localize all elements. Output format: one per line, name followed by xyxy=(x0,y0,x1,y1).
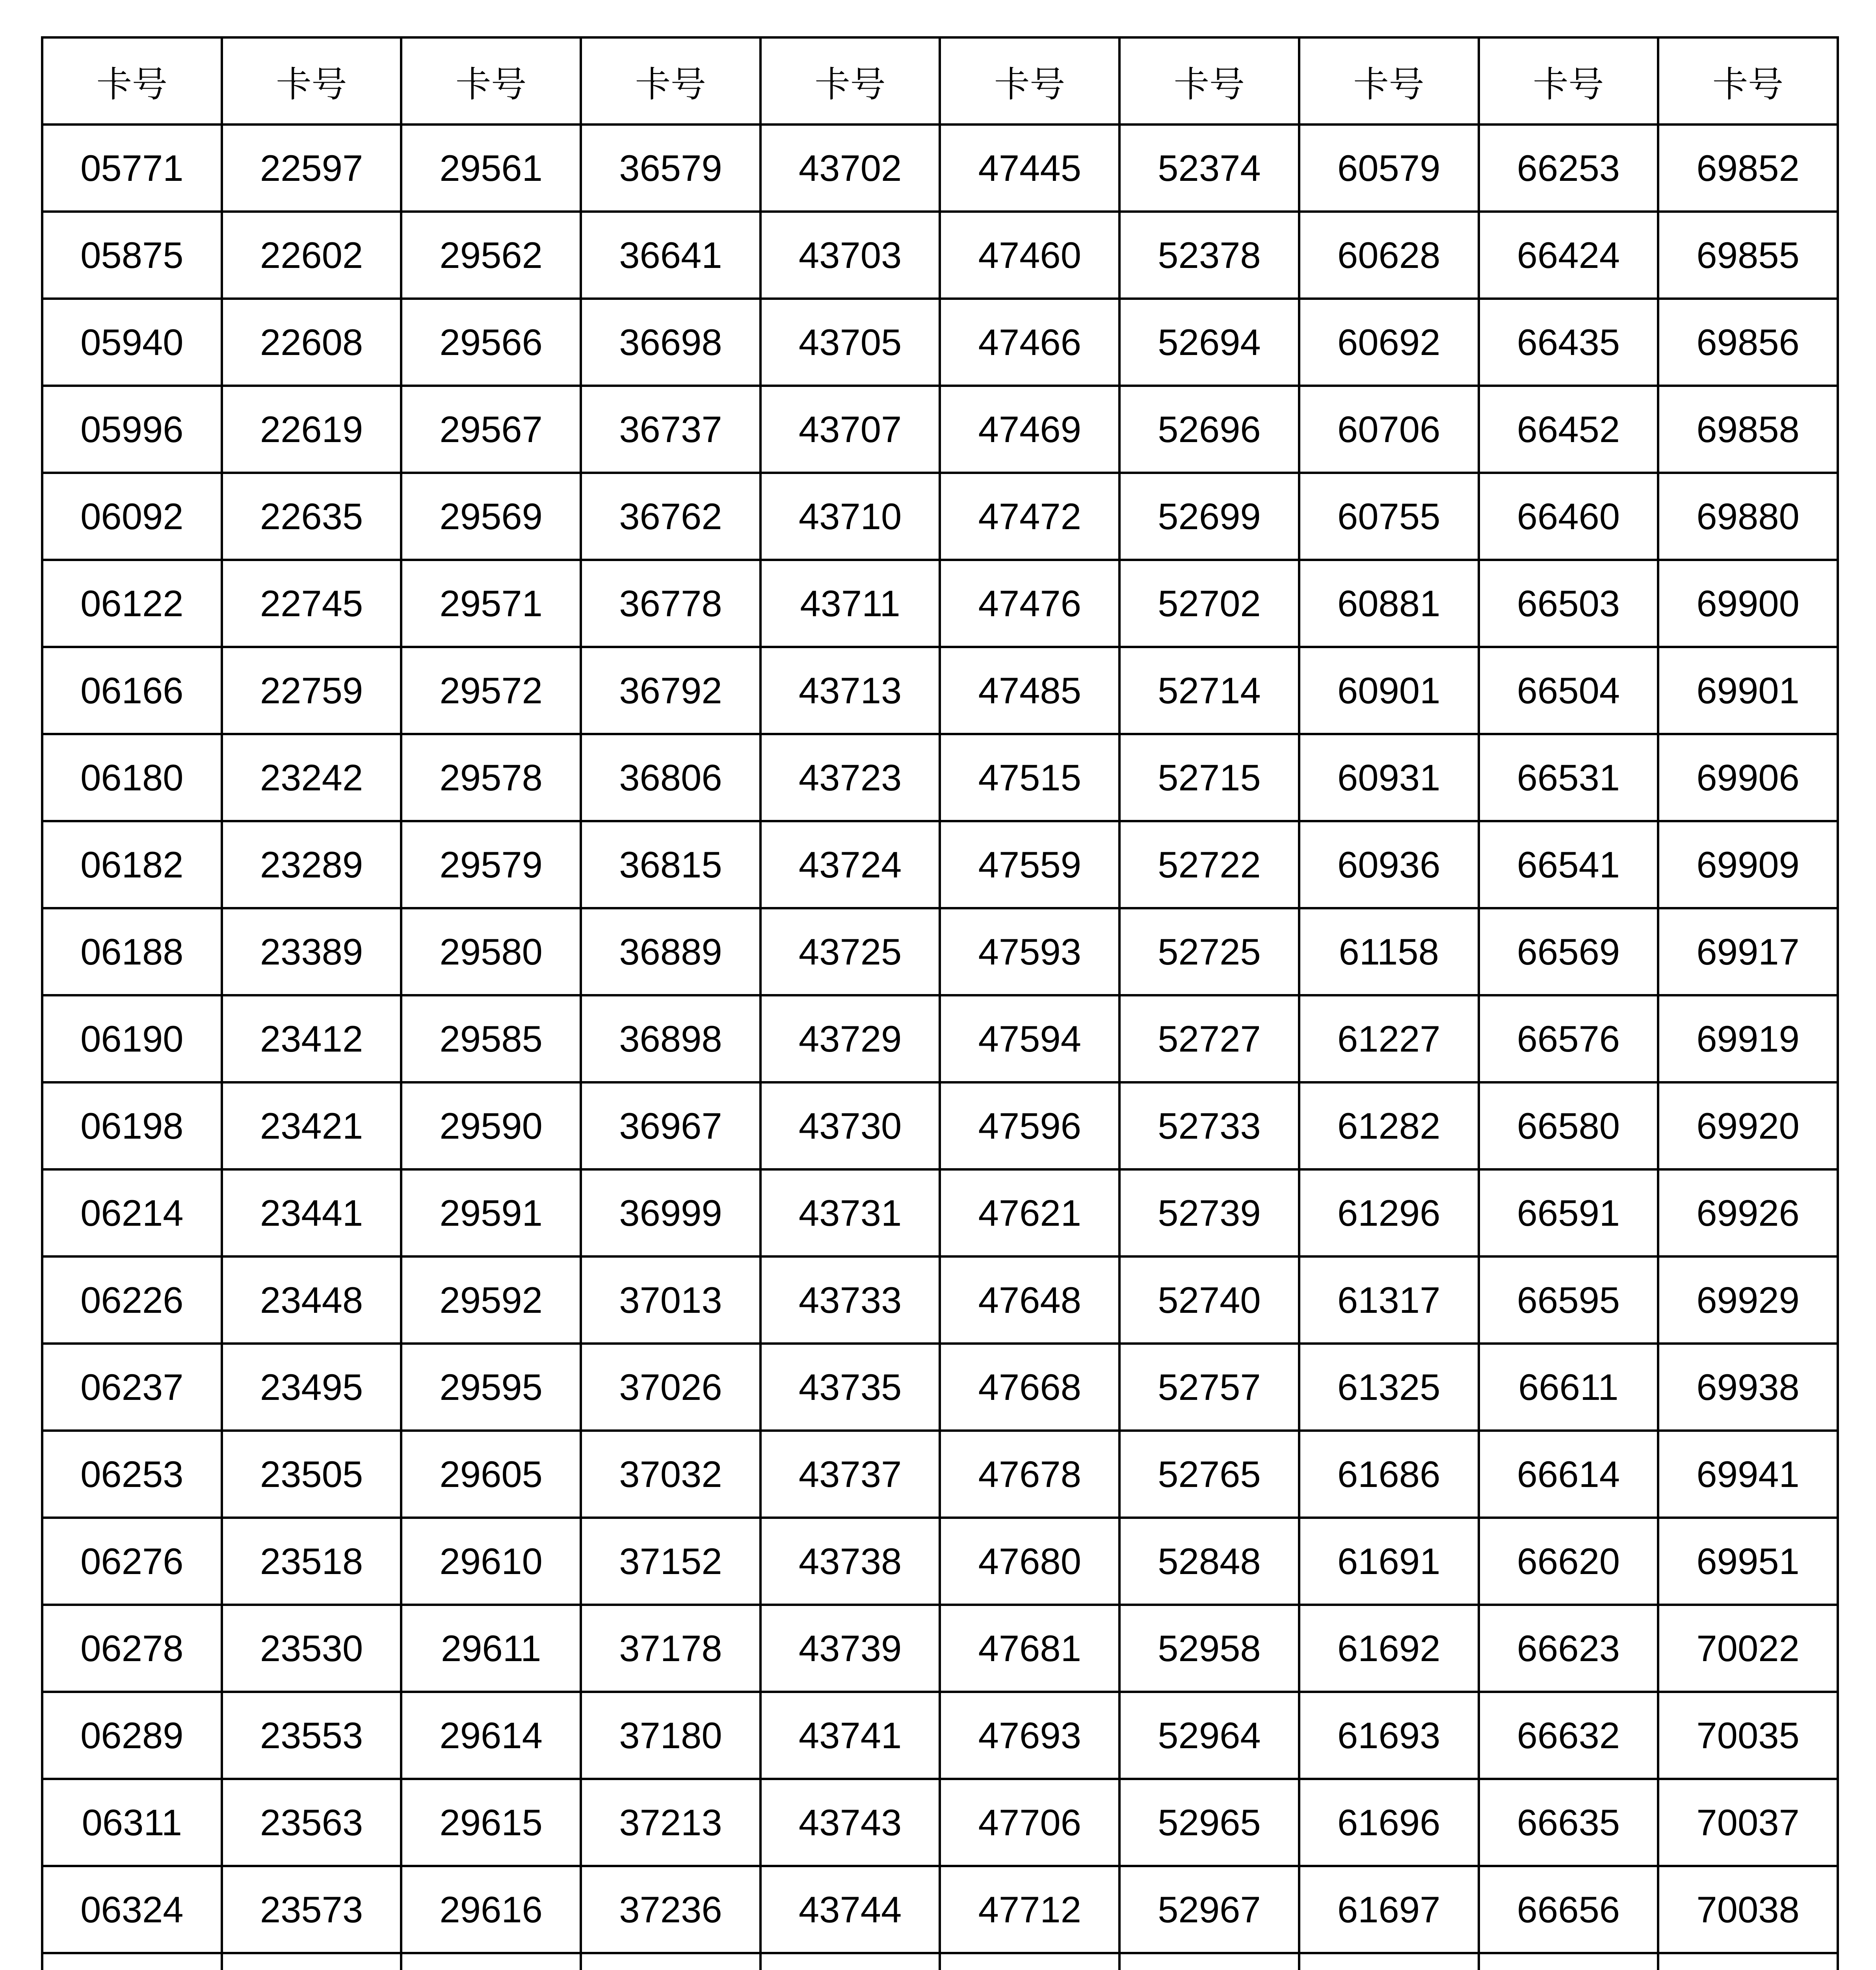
card-number-cell: 66541 xyxy=(1479,821,1658,908)
card-number-cell: 66460 xyxy=(1479,473,1658,560)
card-number-cell: 66576 xyxy=(1479,995,1658,1082)
card-number-cell: 05771 xyxy=(42,125,222,212)
card-number-cell: 23289 xyxy=(222,821,402,908)
card-number-cell: 52964 xyxy=(1119,1692,1299,1779)
card-number-cell: 47678 xyxy=(940,1431,1119,1518)
card-number-cell: 37152 xyxy=(581,1518,760,1605)
card-number-cell: 43724 xyxy=(760,821,940,908)
card-number-cell: 47559 xyxy=(940,821,1119,908)
card-number-cell: 69938 xyxy=(1658,1344,1838,1431)
card-number-cell: 23242 xyxy=(222,734,402,821)
card-number-cell: 36737 xyxy=(581,386,760,473)
table-row xyxy=(42,1169,1838,1256)
card-number-cell: 06276 xyxy=(42,1518,222,1605)
card-number-cell: 37032 xyxy=(581,1431,760,1518)
card-number-cell: 66435 xyxy=(1479,299,1658,386)
card-number-cell: 61296 xyxy=(1299,1169,1479,1256)
card-number-cell: 29571 xyxy=(401,560,581,647)
card-number-cell xyxy=(581,1953,760,1970)
card-number-cell: 52722 xyxy=(1119,821,1299,908)
card-number-cell: 47621 xyxy=(940,1169,1119,1256)
card-number-cell xyxy=(1119,1953,1299,1970)
card-number-cell: 66614 xyxy=(1479,1431,1658,1518)
card-number-cell: 47668 xyxy=(940,1344,1119,1431)
card-number-cell: 61696 xyxy=(1299,1779,1479,1866)
card-number-cell: 52715 xyxy=(1119,734,1299,821)
card-number-cell: 43713 xyxy=(760,647,940,734)
card-number-cell: 23495 xyxy=(222,1344,402,1431)
card-number-cell: 43705 xyxy=(760,299,940,386)
card-number-cell: 60706 xyxy=(1299,386,1479,473)
card-number-cell: 29562 xyxy=(401,212,581,299)
card-number-cell: 43702 xyxy=(760,125,940,212)
card-number-cell: 66569 xyxy=(1479,908,1658,995)
card-number-cell: 36792 xyxy=(581,647,760,734)
card-number-cell: 29591 xyxy=(401,1169,581,1256)
column-header-card-number: 卡号 xyxy=(1299,37,1479,125)
card-number-cell xyxy=(42,1953,222,1970)
card-number-cell xyxy=(1299,1953,1479,1970)
card-number-cell: 66531 xyxy=(1479,734,1658,821)
card-number-cell: 61692 xyxy=(1299,1605,1479,1692)
card-number-cell: 43738 xyxy=(760,1518,940,1605)
table-row xyxy=(42,1692,1838,1779)
card-number-cell: 47680 xyxy=(940,1518,1119,1605)
card-number-cell: 43725 xyxy=(760,908,940,995)
card-number-cell: 69920 xyxy=(1658,1082,1838,1169)
card-number-table xyxy=(41,36,1839,1970)
card-number-cell: 36778 xyxy=(581,560,760,647)
card-number-cell: 61325 xyxy=(1299,1344,1479,1431)
card-number-cell: 52740 xyxy=(1119,1256,1299,1344)
card-number-cell: 69880 xyxy=(1658,473,1838,560)
card-number-cell: 22602 xyxy=(222,212,402,299)
card-number-cell: 61691 xyxy=(1299,1518,1479,1605)
card-number-cell: 66656 xyxy=(1479,1866,1658,1953)
card-number-cell: 69906 xyxy=(1658,734,1838,821)
card-number-cell: 47648 xyxy=(940,1256,1119,1344)
card-number-cell xyxy=(222,1953,402,1970)
column-header-card-number: 卡号 xyxy=(1119,37,1299,125)
card-number-cell: 52696 xyxy=(1119,386,1299,473)
card-number-cell: 69900 xyxy=(1658,560,1838,647)
table-row xyxy=(42,125,1838,212)
card-number-cell: 36806 xyxy=(581,734,760,821)
card-number-cell: 47515 xyxy=(940,734,1119,821)
table-row xyxy=(42,1518,1838,1605)
table-row xyxy=(42,212,1838,299)
card-number-cell: 06188 xyxy=(42,908,222,995)
card-number-cell: 36889 xyxy=(581,908,760,995)
card-number-cell: 66504 xyxy=(1479,647,1658,734)
table-row xyxy=(42,1605,1838,1692)
card-number-cell: 37026 xyxy=(581,1344,760,1431)
card-number-cell: 47593 xyxy=(940,908,1119,995)
card-number-cell: 43703 xyxy=(760,212,940,299)
card-number-cell: 23563 xyxy=(222,1779,402,1866)
card-number-cell: 43733 xyxy=(760,1256,940,1344)
card-number-cell: 06253 xyxy=(42,1431,222,1518)
card-number-cell: 37236 xyxy=(581,1866,760,1953)
card-number-cell: 66620 xyxy=(1479,1518,1658,1605)
card-number-cell: 23389 xyxy=(222,908,402,995)
card-number-cell: 43710 xyxy=(760,473,940,560)
card-number-cell: 06122 xyxy=(42,560,222,647)
table-row xyxy=(42,1779,1838,1866)
card-number-cell: 22597 xyxy=(222,125,402,212)
card-number-cell: 52694 xyxy=(1119,299,1299,386)
card-number-cell: 37213 xyxy=(581,1779,760,1866)
card-number-cell: 05996 xyxy=(42,386,222,473)
card-number-cell: 52967 xyxy=(1119,1866,1299,1953)
card-number-cell: 61317 xyxy=(1299,1256,1479,1344)
card-number-cell: 29561 xyxy=(401,125,581,212)
table-row xyxy=(42,1344,1838,1431)
card-number-cell xyxy=(940,1953,1119,1970)
card-number-cell: 29614 xyxy=(401,1692,581,1779)
card-number-cell: 06214 xyxy=(42,1169,222,1256)
card-number-cell: 66632 xyxy=(1479,1692,1658,1779)
card-number-cell: 66611 xyxy=(1479,1344,1658,1431)
card-number-cell: 66580 xyxy=(1479,1082,1658,1169)
card-number-cell: 60901 xyxy=(1299,647,1479,734)
card-number-cell: 47681 xyxy=(940,1605,1119,1692)
card-number-cell: 23553 xyxy=(222,1692,402,1779)
card-number-cell: 69929 xyxy=(1658,1256,1838,1344)
card-number-cell: 43730 xyxy=(760,1082,940,1169)
table-row xyxy=(42,647,1838,734)
card-number-cell: 60628 xyxy=(1299,212,1479,299)
card-number-cell: 36641 xyxy=(581,212,760,299)
card-number-cell: 29595 xyxy=(401,1344,581,1431)
card-number-cell: 70022 xyxy=(1658,1605,1838,1692)
column-header-card-number: 卡号 xyxy=(1479,37,1658,125)
card-number-cell xyxy=(760,1953,940,1970)
card-number-cell: 06324 xyxy=(42,1866,222,1953)
card-number-cell: 60579 xyxy=(1299,125,1479,212)
card-number-cell: 06198 xyxy=(42,1082,222,1169)
card-number-cell: 06289 xyxy=(42,1692,222,1779)
card-number-cell: 47445 xyxy=(940,125,1119,212)
card-number-cell: 06226 xyxy=(42,1256,222,1344)
card-number-cell: 43744 xyxy=(760,1866,940,1953)
table-row xyxy=(42,908,1838,995)
card-number-cell: 69858 xyxy=(1658,386,1838,473)
card-number-cell: 60755 xyxy=(1299,473,1479,560)
card-number-cell: 23573 xyxy=(222,1866,402,1953)
card-number-cell: 06092 xyxy=(42,473,222,560)
card-number-cell: 52714 xyxy=(1119,647,1299,734)
card-number-cell: 47485 xyxy=(940,647,1119,734)
card-number-cell: 23530 xyxy=(222,1605,402,1692)
card-number-cell: 22635 xyxy=(222,473,402,560)
card-number-cell: 69855 xyxy=(1658,212,1838,299)
table-body xyxy=(42,125,1838,1970)
card-number-cell: 66424 xyxy=(1479,212,1658,299)
card-number-cell: 66253 xyxy=(1479,125,1658,212)
card-number-cell: 23505 xyxy=(222,1431,402,1518)
card-number-cell: 37180 xyxy=(581,1692,760,1779)
table-header-row xyxy=(42,37,1838,125)
card-number-cell: 06166 xyxy=(42,647,222,734)
card-number-cell: 23412 xyxy=(222,995,402,1082)
card-number-cell: 29566 xyxy=(401,299,581,386)
card-number-cell: 43729 xyxy=(760,995,940,1082)
card-number-cell xyxy=(1658,1953,1838,1970)
card-number-cell: 29616 xyxy=(401,1866,581,1953)
card-number-cell: 60936 xyxy=(1299,821,1479,908)
card-number-cell: 52699 xyxy=(1119,473,1299,560)
card-number-cell: 52757 xyxy=(1119,1344,1299,1431)
card-number-cell: 06237 xyxy=(42,1344,222,1431)
card-number-cell: 47594 xyxy=(940,995,1119,1082)
card-number-cell: 29611 xyxy=(401,1605,581,1692)
card-number-cell: 36698 xyxy=(581,299,760,386)
card-number-cell: 36967 xyxy=(581,1082,760,1169)
card-number-cell: 23441 xyxy=(222,1169,402,1256)
table-row xyxy=(42,995,1838,1082)
card-number-cell: 29567 xyxy=(401,386,581,473)
card-number-cell: 29572 xyxy=(401,647,581,734)
table-row xyxy=(42,473,1838,560)
card-number-cell: 47706 xyxy=(940,1779,1119,1866)
card-number-cell: 61686 xyxy=(1299,1431,1479,1518)
card-number-cell xyxy=(401,1953,581,1970)
card-number-cell: 47466 xyxy=(940,299,1119,386)
card-number-cell: 29590 xyxy=(401,1082,581,1169)
card-number-cell: 69951 xyxy=(1658,1518,1838,1605)
card-number-cell: 29569 xyxy=(401,473,581,560)
card-number-cell: 70038 xyxy=(1658,1866,1838,1953)
table-row xyxy=(42,1256,1838,1344)
card-number-cell: 43711 xyxy=(760,560,940,647)
card-number-cell: 22759 xyxy=(222,647,402,734)
card-number-cell: 69941 xyxy=(1658,1431,1838,1518)
table-row xyxy=(42,299,1838,386)
table-row xyxy=(42,1953,1838,1970)
card-number-cell: 36579 xyxy=(581,125,760,212)
card-number-cell: 69856 xyxy=(1658,299,1838,386)
card-number-cell: 47693 xyxy=(940,1692,1119,1779)
column-header-card-number: 卡号 xyxy=(581,37,760,125)
card-number-cell: 69909 xyxy=(1658,821,1838,908)
table-row xyxy=(42,1082,1838,1169)
table-row xyxy=(42,386,1838,473)
card-number-cell: 22608 xyxy=(222,299,402,386)
card-number-cell: 52725 xyxy=(1119,908,1299,995)
card-number-cell: 52378 xyxy=(1119,212,1299,299)
card-number-cell: 47472 xyxy=(940,473,1119,560)
card-number-cell: 43737 xyxy=(760,1431,940,1518)
table-row xyxy=(42,821,1838,908)
table-row xyxy=(42,560,1838,647)
card-number-cell: 36898 xyxy=(581,995,760,1082)
card-number-cell: 52374 xyxy=(1119,125,1299,212)
card-number-cell: 43743 xyxy=(760,1779,940,1866)
column-header-card-number: 卡号 xyxy=(222,37,402,125)
card-number-cell: 29585 xyxy=(401,995,581,1082)
table-row xyxy=(42,1431,1838,1518)
card-number-cell: 52965 xyxy=(1119,1779,1299,1866)
card-number-cell: 06278 xyxy=(42,1605,222,1692)
card-number-cell: 60881 xyxy=(1299,560,1479,647)
card-number-cell: 29578 xyxy=(401,734,581,821)
card-number-cell: 52733 xyxy=(1119,1082,1299,1169)
card-number-cell: 36815 xyxy=(581,821,760,908)
card-number-cell: 60931 xyxy=(1299,734,1479,821)
card-number-cell: 05940 xyxy=(42,299,222,386)
card-number-cell: 69852 xyxy=(1658,125,1838,212)
card-number-cell: 69919 xyxy=(1658,995,1838,1082)
column-header-card-number: 卡号 xyxy=(42,37,222,125)
card-number-cell: 52739 xyxy=(1119,1169,1299,1256)
card-number-cell: 52702 xyxy=(1119,560,1299,647)
card-number-cell: 06190 xyxy=(42,995,222,1082)
card-number-cell: 23518 xyxy=(222,1518,402,1605)
card-number-cell: 70035 xyxy=(1658,1692,1838,1779)
card-number-cell: 06311 xyxy=(42,1779,222,1866)
card-number-cell: 43735 xyxy=(760,1344,940,1431)
card-number-cell: 52848 xyxy=(1119,1518,1299,1605)
card-number-cell: 06180 xyxy=(42,734,222,821)
card-number-cell: 22745 xyxy=(222,560,402,647)
card-number-cell: 29592 xyxy=(401,1256,581,1344)
card-number-cell: 36999 xyxy=(581,1169,760,1256)
card-number-cell: 69901 xyxy=(1658,647,1838,734)
card-number-cell: 43739 xyxy=(760,1605,940,1692)
card-number-cell: 61282 xyxy=(1299,1082,1479,1169)
card-number-cell: 70037 xyxy=(1658,1779,1838,1866)
card-number-cell: 29615 xyxy=(401,1779,581,1866)
card-number-cell: 36762 xyxy=(581,473,760,560)
card-number-cell: 61158 xyxy=(1299,908,1479,995)
card-number-cell: 69917 xyxy=(1658,908,1838,995)
card-number-cell: 66591 xyxy=(1479,1169,1658,1256)
card-number-cell: 29605 xyxy=(401,1431,581,1518)
card-number-cell: 47712 xyxy=(940,1866,1119,1953)
card-number-cell: 60692 xyxy=(1299,299,1479,386)
card-number-cell: 61697 xyxy=(1299,1866,1479,1953)
card-number-cell: 66635 xyxy=(1479,1779,1658,1866)
card-number-cell: 61227 xyxy=(1299,995,1479,1082)
card-number-cell: 23421 xyxy=(222,1082,402,1169)
column-header-card-number: 卡号 xyxy=(401,37,581,125)
card-number-cell: 22619 xyxy=(222,386,402,473)
card-number-cell: 43723 xyxy=(760,734,940,821)
card-number-cell: 47596 xyxy=(940,1082,1119,1169)
card-number-cell: 52727 xyxy=(1119,995,1299,1082)
card-number-cell: 66452 xyxy=(1479,386,1658,473)
table-row xyxy=(42,734,1838,821)
card-number-cell: 23448 xyxy=(222,1256,402,1344)
card-number-cell: 06182 xyxy=(42,821,222,908)
card-number-cell: 66595 xyxy=(1479,1256,1658,1344)
card-number-cell: 47476 xyxy=(940,560,1119,647)
card-number-cell: 43731 xyxy=(760,1169,940,1256)
card-number-cell: 29579 xyxy=(401,821,581,908)
table-row xyxy=(42,1866,1838,1953)
card-number-cell: 05875 xyxy=(42,212,222,299)
column-header-card-number: 卡号 xyxy=(940,37,1119,125)
card-number-cell xyxy=(1479,1953,1658,1970)
card-number-cell: 43741 xyxy=(760,1692,940,1779)
card-number-cell: 47469 xyxy=(940,386,1119,473)
card-number-cell: 37013 xyxy=(581,1256,760,1344)
card-number-cell: 66503 xyxy=(1479,560,1658,647)
column-header-card-number: 卡号 xyxy=(760,37,940,125)
column-header-card-number: 卡号 xyxy=(1658,37,1838,125)
card-number-cell: 52958 xyxy=(1119,1605,1299,1692)
card-number-cell: 29580 xyxy=(401,908,581,995)
card-number-cell: 52765 xyxy=(1119,1431,1299,1518)
card-number-cell: 29610 xyxy=(401,1518,581,1605)
card-number-cell: 69926 xyxy=(1658,1169,1838,1256)
card-number-cell: 61693 xyxy=(1299,1692,1479,1779)
card-number-cell: 66623 xyxy=(1479,1605,1658,1692)
card-number-cell: 43707 xyxy=(760,386,940,473)
card-number-cell: 47460 xyxy=(940,212,1119,299)
card-number-cell: 37178 xyxy=(581,1605,760,1692)
